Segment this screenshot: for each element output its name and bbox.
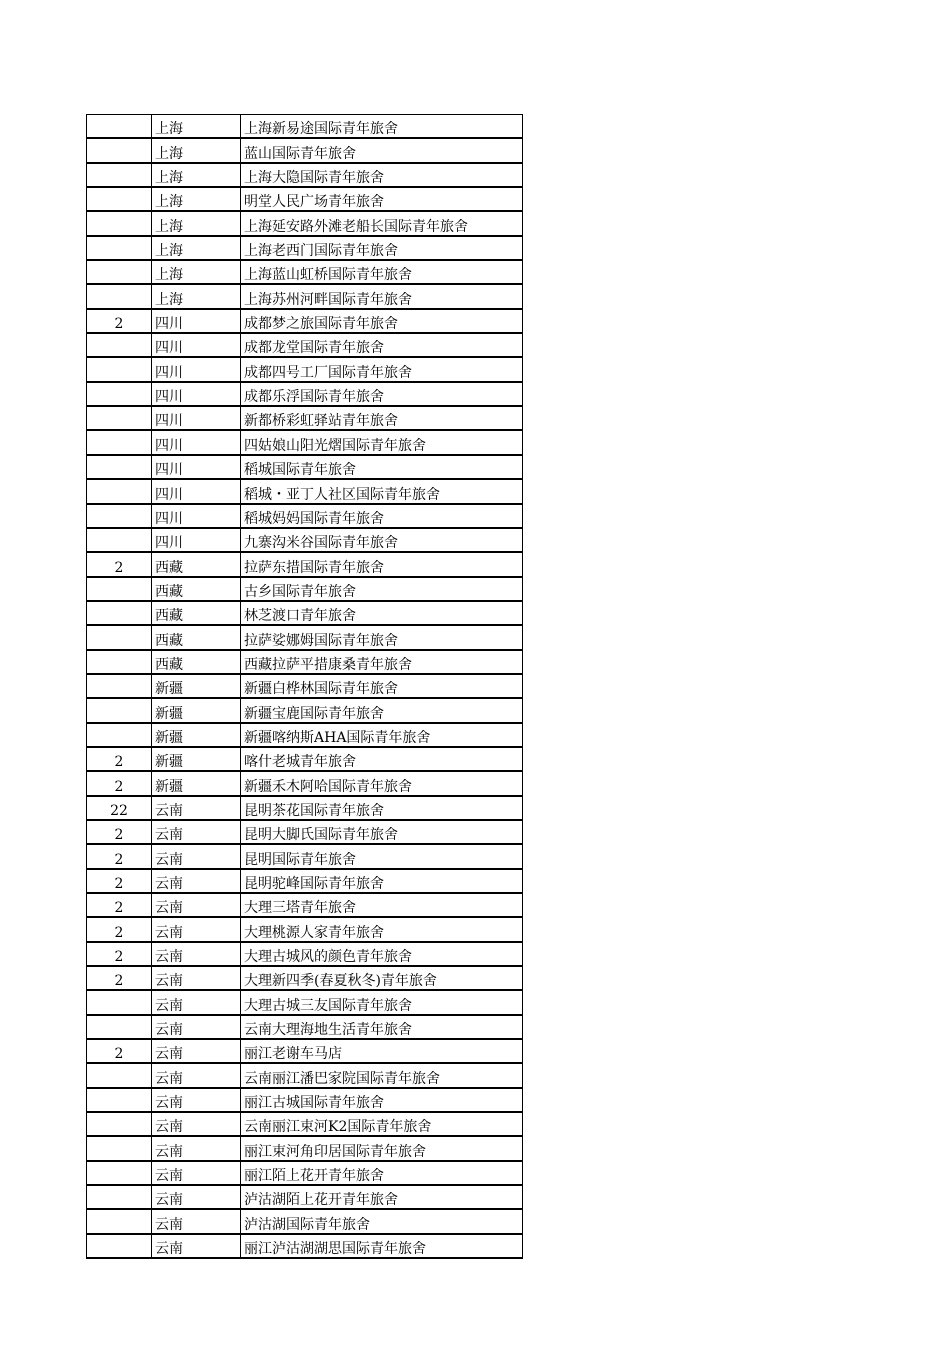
hostel-name-cell[interactable]: 昆明国际青年旅舍 xyxy=(241,844,523,868)
province-cell[interactable]: 新疆 xyxy=(152,747,241,771)
hostel-name-cell[interactable]: 大理古城三友国际青年旅舍 xyxy=(241,990,523,1014)
hostel-name-cell[interactable]: 稻城・亚丁人社区国际青年旅舍 xyxy=(241,479,523,503)
province-cell[interactable]: 云南 xyxy=(152,942,241,966)
hostel-name-cell[interactable]: 新疆喀纳斯AHA国际青年旅舍 xyxy=(241,723,523,747)
count-cell[interactable]: 2 xyxy=(87,771,152,795)
table-row xyxy=(87,625,523,649)
table-row xyxy=(87,284,523,308)
table-row xyxy=(87,1209,523,1233)
province-cell[interactable]: 上海 xyxy=(152,115,241,139)
count-cell[interactable]: 2 xyxy=(87,1039,152,1063)
province-cell[interactable]: 四川 xyxy=(152,406,241,430)
table-row xyxy=(87,1161,523,1185)
hostel-name-cell[interactable]: 稻城妈妈国际青年旅舍 xyxy=(241,504,523,528)
hostel-name-cell[interactable]: 喀什老城青年旅舍 xyxy=(241,747,523,771)
province-cell[interactable]: 四川 xyxy=(152,430,241,454)
province-cell[interactable]: 云南 xyxy=(152,990,241,1014)
province-cell[interactable]: 云南 xyxy=(152,893,241,917)
table-row xyxy=(87,357,523,381)
count-cell[interactable] xyxy=(87,187,152,211)
hostel-name-cell[interactable]: 新疆宝鹿国际青年旅舍 xyxy=(241,698,523,722)
count-cell[interactable] xyxy=(87,698,152,722)
count-cell[interactable]: 22 xyxy=(87,796,152,820)
table-row xyxy=(87,406,523,430)
count-cell[interactable] xyxy=(87,504,152,528)
count-cell[interactable]: 2 xyxy=(87,844,152,868)
table-row xyxy=(87,211,523,235)
hostel-name-cell[interactable]: 明堂人民广场青年旅舍 xyxy=(241,187,523,211)
province-cell[interactable]: 上海 xyxy=(152,260,241,284)
hostel-name-cell[interactable]: 大理桃源人家青年旅舍 xyxy=(241,917,523,941)
table-row xyxy=(87,236,523,260)
province-cell[interactable]: 云南 xyxy=(152,1234,241,1258)
count-cell[interactable] xyxy=(87,357,152,381)
count-cell[interactable] xyxy=(87,1209,152,1233)
count-cell[interactable] xyxy=(87,723,152,747)
table-row xyxy=(87,528,523,552)
count-cell[interactable] xyxy=(87,1161,152,1185)
hostel-name-cell[interactable]: 蓝山国际青年旅舍 xyxy=(241,138,523,162)
hostel-name-cell[interactable]: 丽江束河角印居国际青年旅舍 xyxy=(241,1136,523,1160)
hostel-table xyxy=(86,114,523,1259)
count-cell[interactable] xyxy=(87,1185,152,1209)
hostel-name-cell[interactable]: 丽江老谢车马店 xyxy=(241,1039,523,1063)
province-cell[interactable]: 西藏 xyxy=(152,625,241,649)
hostel-name-cell[interactable]: 丽江泸沽湖湖思国际青年旅舍 xyxy=(241,1234,523,1258)
count-cell[interactable] xyxy=(87,430,152,454)
province-cell[interactable]: 云南 xyxy=(152,1039,241,1063)
hostel-name-cell[interactable]: 四姑娘山阳光熠国际青年旅舍 xyxy=(241,430,523,454)
table-row xyxy=(87,674,523,698)
hostel-name-cell[interactable]: 成都乐浮国际青年旅舍 xyxy=(241,382,523,406)
table-row xyxy=(87,650,523,674)
table-row xyxy=(87,869,523,893)
table-row xyxy=(87,1112,523,1136)
table-row xyxy=(87,479,523,503)
table-row xyxy=(87,1063,523,1087)
hostel-name-cell[interactable]: 上海蓝山虹桥国际青年旅舍 xyxy=(241,260,523,284)
count-cell[interactable] xyxy=(87,284,152,308)
count-cell[interactable] xyxy=(87,333,152,357)
province-cell[interactable]: 四川 xyxy=(152,479,241,503)
count-cell[interactable] xyxy=(87,236,152,260)
hostel-name-cell[interactable]: 昆明大脚氏国际青年旅舍 xyxy=(241,820,523,844)
count-cell[interactable]: 2 xyxy=(87,942,152,966)
hostel-name-cell[interactable]: 丽江陌上花开青年旅舍 xyxy=(241,1161,523,1185)
province-cell[interactable]: 四川 xyxy=(152,382,241,406)
hostel-name-cell[interactable]: 九寨沟米谷国际青年旅舍 xyxy=(241,528,523,552)
table-row xyxy=(87,1015,523,1039)
count-cell[interactable] xyxy=(87,260,152,284)
table-row xyxy=(87,747,523,771)
table-row xyxy=(87,187,523,211)
table-row xyxy=(87,333,523,357)
table-row xyxy=(87,504,523,528)
count-cell[interactable] xyxy=(87,1088,152,1112)
province-cell[interactable]: 四川 xyxy=(152,333,241,357)
hostel-name-cell[interactable]: 拉萨娑娜姆国际青年旅舍 xyxy=(241,625,523,649)
hostel-name-cell[interactable]: 上海大隐国际青年旅舍 xyxy=(241,163,523,187)
count-cell[interactable]: 2 xyxy=(87,869,152,893)
hostel-name-cell[interactable]: 昆明驼峰国际青年旅舍 xyxy=(241,869,523,893)
province-cell[interactable]: 新疆 xyxy=(152,723,241,747)
table-row xyxy=(87,820,523,844)
province-cell[interactable]: 云南 xyxy=(152,844,241,868)
table-row xyxy=(87,138,523,162)
table-row xyxy=(87,1088,523,1112)
province-cell[interactable]: 云南 xyxy=(152,1185,241,1209)
table-row xyxy=(87,723,523,747)
hostel-name-cell[interactable]: 林芝渡口青年旅舍 xyxy=(241,601,523,625)
province-cell[interactable]: 云南 xyxy=(152,1209,241,1233)
hostel-name-cell[interactable]: 大理三塔青年旅舍 xyxy=(241,893,523,917)
count-cell[interactable] xyxy=(87,601,152,625)
table-row xyxy=(87,577,523,601)
province-cell[interactable]: 四川 xyxy=(152,528,241,552)
count-cell[interactable] xyxy=(87,650,152,674)
table-row xyxy=(87,1136,523,1160)
count-cell[interactable] xyxy=(87,1112,152,1136)
table-row xyxy=(87,552,523,576)
table-row xyxy=(87,1185,523,1209)
hostel-name-cell[interactable]: 大理古城风的颜色青年旅舍 xyxy=(241,942,523,966)
province-cell[interactable]: 四川 xyxy=(152,455,241,479)
province-cell[interactable]: 上海 xyxy=(152,187,241,211)
table-row xyxy=(87,796,523,820)
count-cell[interactable]: 2 xyxy=(87,893,152,917)
count-cell[interactable] xyxy=(87,1234,152,1258)
count-cell[interactable] xyxy=(87,138,152,162)
province-cell[interactable]: 四川 xyxy=(152,309,241,333)
province-cell[interactable]: 上海 xyxy=(152,138,241,162)
hostel-name-cell[interactable]: 西藏拉萨平措康桑青年旅舍 xyxy=(241,650,523,674)
province-cell[interactable]: 四川 xyxy=(152,504,241,528)
province-cell[interactable]: 云南 xyxy=(152,966,241,990)
province-cell[interactable]: 云南 xyxy=(152,917,241,941)
count-cell[interactable]: 2 xyxy=(87,309,152,333)
count-cell[interactable] xyxy=(87,674,152,698)
hostel-name-cell[interactable]: 稻城国际青年旅舍 xyxy=(241,455,523,479)
count-cell[interactable]: 2 xyxy=(87,966,152,990)
hostel-name-cell[interactable]: 上海新易途国际青年旅舍 xyxy=(241,115,523,139)
table-row xyxy=(87,115,523,139)
province-cell[interactable]: 云南 xyxy=(152,1088,241,1112)
province-cell[interactable]: 新疆 xyxy=(152,698,241,722)
table-row xyxy=(87,1039,523,1063)
province-cell[interactable]: 西藏 xyxy=(152,577,241,601)
hostel-name-cell[interactable]: 云南丽江潘巴家院国际青年旅舍 xyxy=(241,1063,523,1087)
count-cell[interactable] xyxy=(87,1136,152,1160)
province-cell[interactable]: 上海 xyxy=(152,284,241,308)
hostel-name-cell[interactable]: 成都梦之旅国际青年旅舍 xyxy=(241,309,523,333)
province-cell[interactable]: 云南 xyxy=(152,1112,241,1136)
count-cell[interactable] xyxy=(87,115,152,139)
count-cell[interactable] xyxy=(87,382,152,406)
hostel-name-cell[interactable]: 新疆白桦林国际青年旅舍 xyxy=(241,674,523,698)
hostel-name-cell[interactable]: 上海延安路外滩老船长国际青年旅舍 xyxy=(241,211,523,235)
count-cell[interactable] xyxy=(87,577,152,601)
hostel-name-cell[interactable]: 云南大理海地生活青年旅舍 xyxy=(241,1015,523,1039)
table-body xyxy=(87,115,523,1259)
province-cell[interactable]: 新疆 xyxy=(152,771,241,795)
table-row xyxy=(87,260,523,284)
province-cell[interactable]: 云南 xyxy=(152,1063,241,1087)
table-row xyxy=(87,163,523,187)
hostel-name-cell[interactable]: 成都四号工厂国际青年旅舍 xyxy=(241,357,523,381)
province-cell[interactable]: 云南 xyxy=(152,796,241,820)
table-row xyxy=(87,455,523,479)
hostel-name-cell[interactable]: 新都桥彩虹驿站青年旅舍 xyxy=(241,406,523,430)
province-cell[interactable]: 上海 xyxy=(152,236,241,260)
count-cell[interactable] xyxy=(87,479,152,503)
hostel-name-cell[interactable]: 古乡国际青年旅舍 xyxy=(241,577,523,601)
count-cell[interactable] xyxy=(87,406,152,430)
count-cell[interactable]: 2 xyxy=(87,552,152,576)
table-row xyxy=(87,844,523,868)
province-cell[interactable]: 云南 xyxy=(152,1161,241,1185)
table-row xyxy=(87,382,523,406)
province-cell[interactable]: 云南 xyxy=(152,1136,241,1160)
hostel-name-cell[interactable]: 云南丽江束河K2国际青年旅舍 xyxy=(241,1112,523,1136)
province-cell[interactable]: 云南 xyxy=(152,869,241,893)
count-cell[interactable]: 2 xyxy=(87,820,152,844)
province-cell[interactable]: 上海 xyxy=(152,211,241,235)
table-row xyxy=(87,601,523,625)
table-row xyxy=(87,309,523,333)
count-cell[interactable] xyxy=(87,211,152,235)
table-row xyxy=(87,917,523,941)
hostel-name-cell[interactable]: 拉萨东措国际青年旅舍 xyxy=(241,552,523,576)
hostel-name-cell[interactable]: 泸沽湖陌上花开青年旅舍 xyxy=(241,1185,523,1209)
province-cell[interactable]: 西藏 xyxy=(152,601,241,625)
count-cell[interactable] xyxy=(87,455,152,479)
hostel-name-cell[interactable]: 成都龙堂国际青年旅舍 xyxy=(241,333,523,357)
hostel-name-cell[interactable]: 泸沽湖国际青年旅舍 xyxy=(241,1209,523,1233)
count-cell[interactable]: 2 xyxy=(87,917,152,941)
table-row xyxy=(87,1234,523,1258)
table-row xyxy=(87,990,523,1014)
count-cell[interactable] xyxy=(87,625,152,649)
count-cell[interactable] xyxy=(87,1015,152,1039)
hostel-name-cell[interactable]: 上海苏州河畔国际青年旅舍 xyxy=(241,284,523,308)
table-row xyxy=(87,430,523,454)
count-cell[interactable] xyxy=(87,1063,152,1087)
table-row xyxy=(87,893,523,917)
table-row xyxy=(87,771,523,795)
hostel-name-cell[interactable]: 丽江古城国际青年旅舍 xyxy=(241,1088,523,1112)
hostel-name-cell[interactable]: 上海老西门国际青年旅舍 xyxy=(241,236,523,260)
province-cell[interactable]: 西藏 xyxy=(152,552,241,576)
hostel-name-cell[interactable]: 大理新四季(春夏秋冬)青年旅舍 xyxy=(241,966,523,990)
table-row xyxy=(87,698,523,722)
count-cell[interactable] xyxy=(87,990,152,1014)
hostel-name-cell[interactable]: 昆明茶花国际青年旅舍 xyxy=(241,796,523,820)
province-cell[interactable]: 上海 xyxy=(152,163,241,187)
count-cell[interactable] xyxy=(87,163,152,187)
table-row xyxy=(87,966,523,990)
province-cell[interactable]: 西藏 xyxy=(152,650,241,674)
province-cell[interactable]: 云南 xyxy=(152,1015,241,1039)
province-cell[interactable]: 新疆 xyxy=(152,674,241,698)
table-row xyxy=(87,942,523,966)
count-cell[interactable]: 2 xyxy=(87,747,152,771)
count-cell[interactable] xyxy=(87,528,152,552)
province-cell[interactable]: 四川 xyxy=(152,357,241,381)
province-cell[interactable]: 云南 xyxy=(152,820,241,844)
hostel-name-cell[interactable]: 新疆禾木阿哈国际青年旅舍 xyxy=(241,771,523,795)
